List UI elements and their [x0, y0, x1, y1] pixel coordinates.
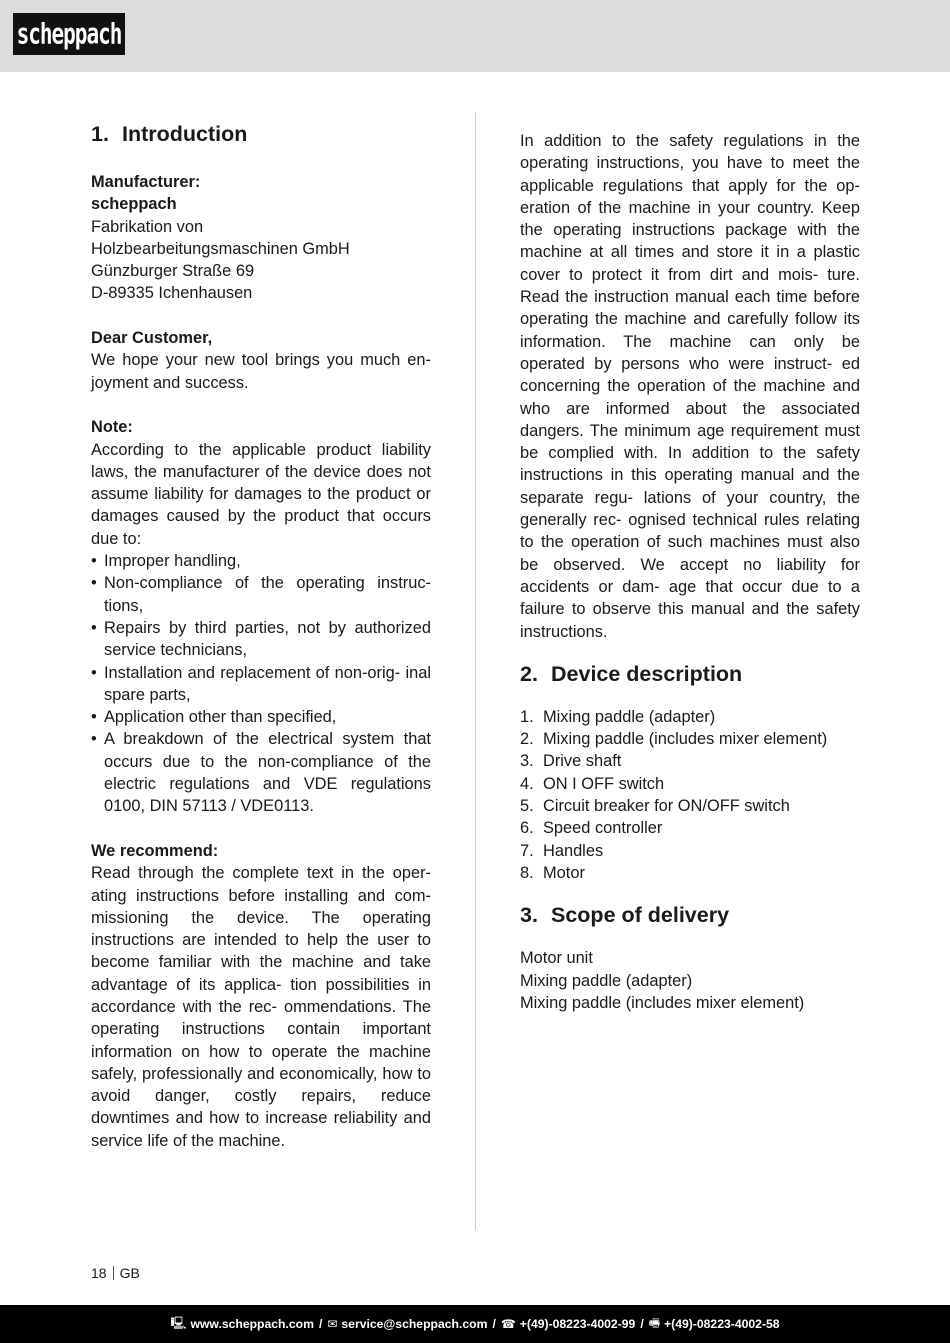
text-line: Non-compliance of the operating instruc-	[104, 574, 431, 593]
text-line: with the machine at all times and store it in a	[520, 221, 860, 262]
text-line: safely, professionally and economically,	[91, 1064, 378, 1083]
text-line: operating manual and the separate regu-	[520, 466, 860, 507]
text-line: In addition to the safety regulations in the	[520, 132, 860, 150]
scheppach-logo[interactable]	[13, 13, 125, 55]
text-line: inal spare parts,	[104, 663, 431, 704]
text-line: Installation and replacement of non-orig-	[104, 663, 401, 682]
text-line: machine and take advantage of its applica-	[91, 953, 432, 994]
text-line: downtimes and how to increase reliability	[91, 1109, 398, 1128]
text-line: lations of your country, the generally rec-	[520, 488, 860, 530]
text-line: operation of such machines must also be	[520, 533, 860, 574]
section-heading-device-description: 2. Device description	[520, 661, 743, 686]
text-line: tion possibilities in accordance with the rec-	[91, 975, 431, 1016]
delivery-item: Motor unit	[520, 949, 593, 968]
fax-icon: 🖷	[648, 1315, 661, 1330]
left-column	[91, 120, 431, 1152]
footer-phone: +(49)-08223-4002-99	[519, 1317, 636, 1331]
text-line: eration of the machine in your country.	[520, 198, 815, 217]
list-item: 6. Speed controller	[520, 819, 663, 838]
text-line: Application other than specified,	[104, 708, 337, 727]
text-line: not assume liability for damages to the	[91, 462, 431, 504]
phone-icon: ☎	[500, 1317, 516, 1331]
text-line: operating instructions, you have to meet the	[520, 154, 860, 173]
text-line: follow its information. The machine can only	[520, 310, 860, 351]
contact-footer: 🖳 www.scheppach.com / ✉ service@scheppach.com / ☎ +(49)-08223-4002-99 / 🖷 +(49)-08223-4002-58	[0, 1305, 950, 1343]
text-line: ed concerning the operation of the machine	[520, 354, 860, 396]
safety-regulations-text	[520, 130, 860, 643]
manufacturer-name: scheppach	[91, 195, 177, 214]
text-line: joyment and success.	[91, 373, 249, 392]
list-item: 1. Mixing paddle (adapter)	[520, 707, 716, 726]
text-line: age that occur due to a failure to observe	[520, 577, 860, 619]
note-text	[91, 439, 431, 550]
text-line: that occurs due to:	[91, 507, 432, 548]
text-line: ognised technical rules relating to the	[520, 511, 860, 552]
footer-email-link[interactable]: service@scheppach.com	[341, 1317, 488, 1331]
address-line: D-89335 Ichenhausen	[91, 284, 253, 303]
text-line: ating instructions before installing and com-	[91, 886, 431, 905]
text-line: help the user to become familiar with the	[91, 931, 431, 972]
text-line: The operating instructions contain important	[91, 997, 431, 1039]
section-heading-scope-of-delivery: 3. Scope of delivery	[520, 903, 730, 928]
text-line: service technicians,	[104, 641, 248, 660]
recommend-text	[91, 862, 431, 1152]
right-column	[520, 130, 860, 1014]
text-line: and service life of the machine.	[91, 1109, 431, 1150]
text-line: observed.	[553, 555, 626, 574]
text-line: this manual and the safety instructions.	[520, 600, 861, 641]
text-line: before operating the machine and carefully	[520, 288, 860, 329]
text-line: electric regulations and VDE regulations	[104, 775, 431, 794]
list-item: 2. Mixing paddle (includes mixer element)	[520, 730, 828, 749]
liability-list	[91, 550, 431, 818]
text-line: applicable regulations that apply for the op-	[520, 176, 860, 195]
list-item: 3. Drive shaft	[520, 752, 622, 771]
text-line: how to avoid danger, costly repairs, reduce	[91, 1064, 431, 1106]
text-line: The operating instructions are intended to	[91, 908, 431, 950]
text-line: must be complied with.	[520, 421, 860, 463]
list-item	[91, 572, 431, 617]
header-bar	[0, 0, 950, 72]
dear-customer-text	[91, 349, 431, 394]
delivery-item: Mixing paddle (includes mixer element)	[520, 993, 805, 1012]
list-item	[91, 550, 431, 572]
dear-customer-label: Dear Customer,	[91, 329, 213, 348]
text-line: Read through the complete text in the oper-	[91, 864, 431, 883]
note-label: Note:	[91, 418, 133, 437]
recommend-label: We recommend:	[91, 841, 219, 860]
list-item	[91, 728, 431, 817]
list-item: 8. Motor	[520, 863, 585, 882]
list-item: 4. ON I OFF switch	[520, 774, 665, 793]
delivery-item: Mixing paddle (adapter)	[520, 971, 693, 990]
text-line: occurs due to the non-compliance of the	[104, 752, 431, 771]
column-divider	[475, 112, 476, 1230]
footer-fax: +(49)-08223-4002-58	[664, 1317, 780, 1331]
text-line: In addition to the safety instructions in this	[520, 444, 860, 485]
address-line: Günzburger Straße 69	[91, 262, 255, 281]
text-line: Keep the operating instructions package	[520, 198, 860, 240]
list-item: 5. Circuit breaker for ON/OFF switch	[520, 797, 790, 816]
page-number: 18 GB	[91, 1265, 140, 1281]
list-item	[91, 617, 431, 662]
manufacturer-label: Manufacturer:	[91, 173, 201, 191]
text-line: information on how to operate the machine	[91, 1042, 431, 1061]
text-line: Repairs by third parties, not by authorized	[104, 618, 431, 637]
list-item: 7. Handles	[520, 841, 604, 860]
address-line: Fabrikation von	[91, 217, 204, 236]
footer-web-link[interactable]: www.scheppach.com	[190, 1317, 314, 1331]
email-icon: ✉	[327, 1317, 338, 1331]
computer-icon: 🖳	[170, 1315, 187, 1330]
text-line: dangers. The minimum age requirement	[520, 421, 819, 440]
text-line: We accept no liability for accidents or dam-	[520, 555, 860, 596]
logo-text: scheppach	[16, 17, 122, 51]
address-line: Holzbearbeitungsmaschinen GmbH	[91, 239, 350, 258]
text-line: Improper handling,	[104, 552, 241, 571]
device-parts-list	[520, 706, 860, 884]
text-line: We hope your new tool brings you much en-	[91, 351, 431, 370]
text-line: 0100, DIN 57113 / VDE0113.	[104, 797, 314, 816]
text-line: missioning the device.	[91, 908, 289, 927]
text-line: and who are informed about the associated	[520, 377, 860, 418]
text-line: product or damages caused by the product	[91, 485, 431, 526]
text-line: laws, the manufacturer of the device does	[91, 462, 403, 481]
text-line: tions,	[104, 596, 144, 615]
text-line: be operated by persons who were instruct-	[520, 332, 860, 373]
text-line: A breakdown of the electrical system that	[104, 730, 431, 749]
list-item	[91, 662, 431, 707]
list-item	[91, 706, 431, 728]
section-heading-introduction: 1. Introduction	[91, 122, 248, 146]
text-line: ture. Read the instruction manual each time	[520, 265, 860, 307]
text-line: ommendations.	[283, 997, 397, 1016]
text-line: According to the applicable product liability	[91, 440, 431, 459]
text-line: plastic cover to protect it from dirt and mois-	[520, 243, 861, 284]
